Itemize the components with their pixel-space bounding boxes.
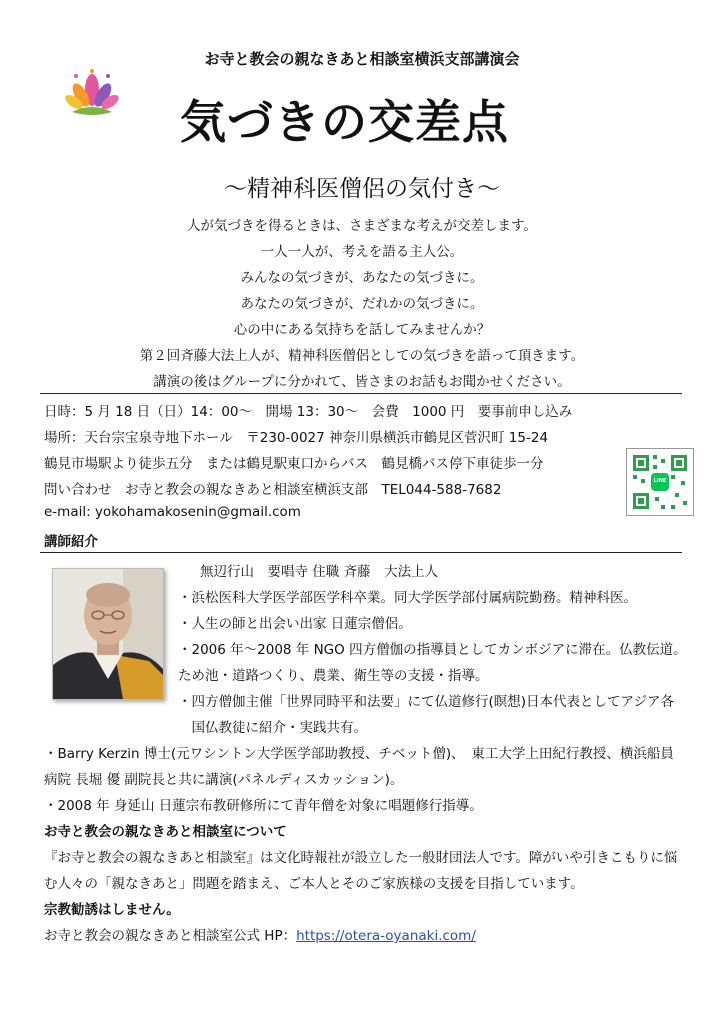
lotus-logo-icon [64, 68, 120, 118]
event-datetime: 日時：5 月 18 日（日）14：00～ 開場 13：30～ 会費 1000 円 要事前申し込み [44, 404, 573, 420]
intro-line: あなたの気づきが、だれかの気づきに。 [240, 296, 484, 312]
intro-line: 第２回斉藤大法上人が、精神科医僧侶としての気づきを語って頂きます。 [139, 348, 585, 364]
event-contact: 問い合わせ お寺と教会の親なきあと相談室横浜支部 TEL044-588-7682 [44, 482, 502, 498]
intro-line: みんなの気づきが、あなたの気づきに。 [240, 270, 484, 286]
speaker-heading: 講師紹介 [44, 534, 98, 550]
event-venue: 場所：天台宗宝泉寺地下ホール 〒230-0027 神奈川県横浜市鶴見区菅沢町 15-24 [44, 430, 549, 446]
intro-line: 一人一人が、考えを語る主人公。 [260, 244, 464, 260]
speaker-bio-line: ・人生の師と出会い出家 日蓮宗僧侶。 [178, 616, 412, 632]
speaker-bio-line: ・2006 年～2008 年 NGO 四方僧伽の指導員としてカンボジアに滞在。仏教伝道。 [178, 642, 687, 658]
speaker-bio-line: ため池・道路つくり、農業、衛生等の支援・指導。 [178, 668, 489, 684]
line-qr-code[interactable] [626, 448, 694, 516]
homepage-label: お寺と教会の親なきあと相談室公式 HP： [44, 928, 297, 944]
homepage-line [44, 924, 476, 944]
notice: 宗教勧誘はしません。 [44, 902, 180, 918]
page-title: 気づきの交差点 [180, 95, 509, 149]
speaker-bio-line: ・Barry Kerzin 博士(元ワシントン大学医学部助教授、チベット僧)、 東工大学上田紀行教授、横浜船員 [44, 746, 674, 762]
about-line: 『お寺と教会の親なきあと相談室』は文化時報社が設立した一般財団法人です。障がいや引きこもりに悩 [44, 850, 678, 866]
speaker-bio-line: 病院 長堀 優 副院長と共に講演(パネルディスカッション)。 [44, 772, 404, 788]
speaker-name: 無辺行山 要唱寺 住職 斉藤 大法上人 [200, 564, 439, 580]
speaker-bio-line: ・四方僧伽主催「世界同時平和法要」にて仏道修行(瞑想)日本代表としてアジア各 [178, 694, 674, 710]
speaker-bio-line: ・浜松医科大学医学部医学科卒業。同大学医学部付属病院勤務。精神科医。 [178, 590, 637, 606]
divider [40, 552, 682, 553]
speaker-bio-line: 国仏教徒に紹介・実践共有。 [178, 720, 367, 736]
about-line: む人々の「親なきあと」問題を踏まえ、ご本人とそのご家族様の支援を目指しています。 [44, 876, 584, 892]
event-email[interactable]: e-mail: yokohamakosenin@gmail.com [44, 504, 301, 520]
homepage-link[interactable]: https://otera-oyanaki.com/ [296, 928, 476, 944]
speaker-bio-line: ・2008 年 身延山 日蓮宗布教研修所にて青年僧を対象に唱題修行指導。 [44, 798, 483, 814]
intro-line: 心の中にある気持ちを話してみませんか？ [233, 322, 491, 338]
monk-portrait-icon [53, 569, 163, 699]
intro-line: 講演の後はグループに分かれて、皆さまのお話もお聞かせください。 [153, 374, 571, 390]
organizer-title: お寺と教会の親なきあと相談室横浜支部講演会 [204, 50, 520, 68]
page-subtitle: ～精神科医僧侶の気付き～ [224, 176, 500, 202]
event-access: 鶴見市場駅より徒歩五分 または鶴見駅東口からバス 鶴見橋バス停下車徒歩一分 [44, 456, 544, 472]
qr-label: LINE [653, 478, 667, 484]
divider [40, 393, 682, 394]
intro-line: 人が気づきを得るときは、さまざまな考えが交差します。 [187, 218, 537, 234]
speaker-photo [52, 568, 164, 700]
about-heading: お寺と教会の親なきあと相談室について [44, 824, 287, 840]
